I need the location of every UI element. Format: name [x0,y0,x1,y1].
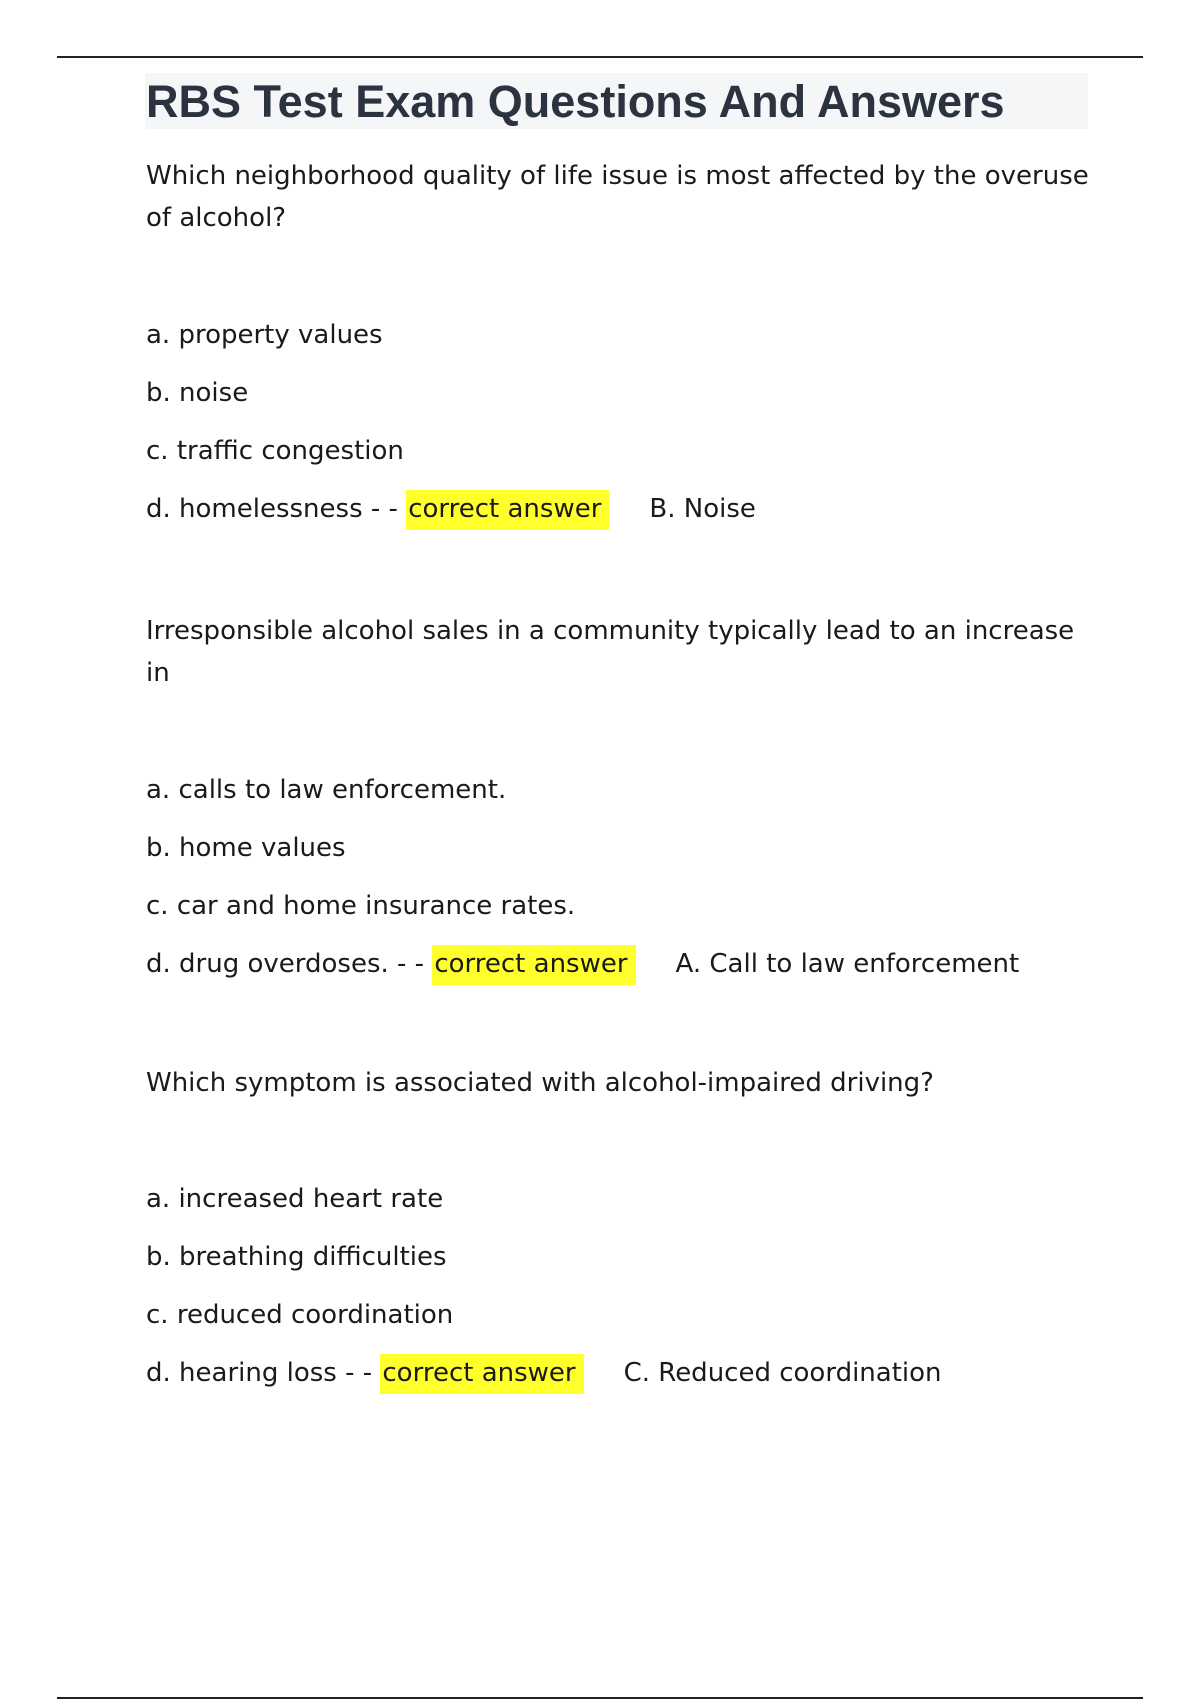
answer-text: A. Call to law enforcement [675,949,1020,979]
option-d-text: d. hearing loss - - [146,1358,381,1388]
option-b: b. home values [146,833,346,863]
option-b: b. noise [146,378,249,408]
answer-text: C. Reduced coordination [623,1358,942,1388]
option-d [146,944,1019,984]
page-title: RBS Test Exam Questions And Answers [146,76,1005,127]
option-d-text: d. drug overdoses. - - [146,949,433,979]
question-text: Irresponsible alcohol sales in a community typically lead to an increase in [146,616,1075,688]
option-c: c. reduced coordination [146,1300,454,1330]
option-a: a. property values [146,320,383,350]
question-block-3 [146,1062,1096,1388]
correct-answer-highlight: correct answer [406,490,609,530]
bottom-divider [57,1697,1143,1699]
question-block-1 [146,155,1096,524]
top-divider [57,56,1143,58]
option-c: c. traffic congestion [146,436,404,466]
option-d [146,1353,942,1393]
option-c: c. car and home insurance rates. [146,891,576,921]
correct-answer-highlight: correct answer [432,945,635,985]
option-a: a. calls to law enforcement. [146,775,507,805]
option-d-text: d. homelessness - - [146,494,407,524]
option-d [146,489,756,529]
question-text: Which symptom is associated with alcohol-impaired driving? [146,1068,934,1098]
question-block-2 [146,610,1096,979]
answer-text: B. Noise [649,494,756,524]
correct-answer-highlight: correct answer [380,1354,583,1394]
option-b: b. breathing difficulties [146,1242,447,1272]
option-a: a. increased heart rate [146,1184,444,1214]
question-text: Which neighborhood quality of life issue is most affected by the overuse of alcohol? [146,161,1089,233]
